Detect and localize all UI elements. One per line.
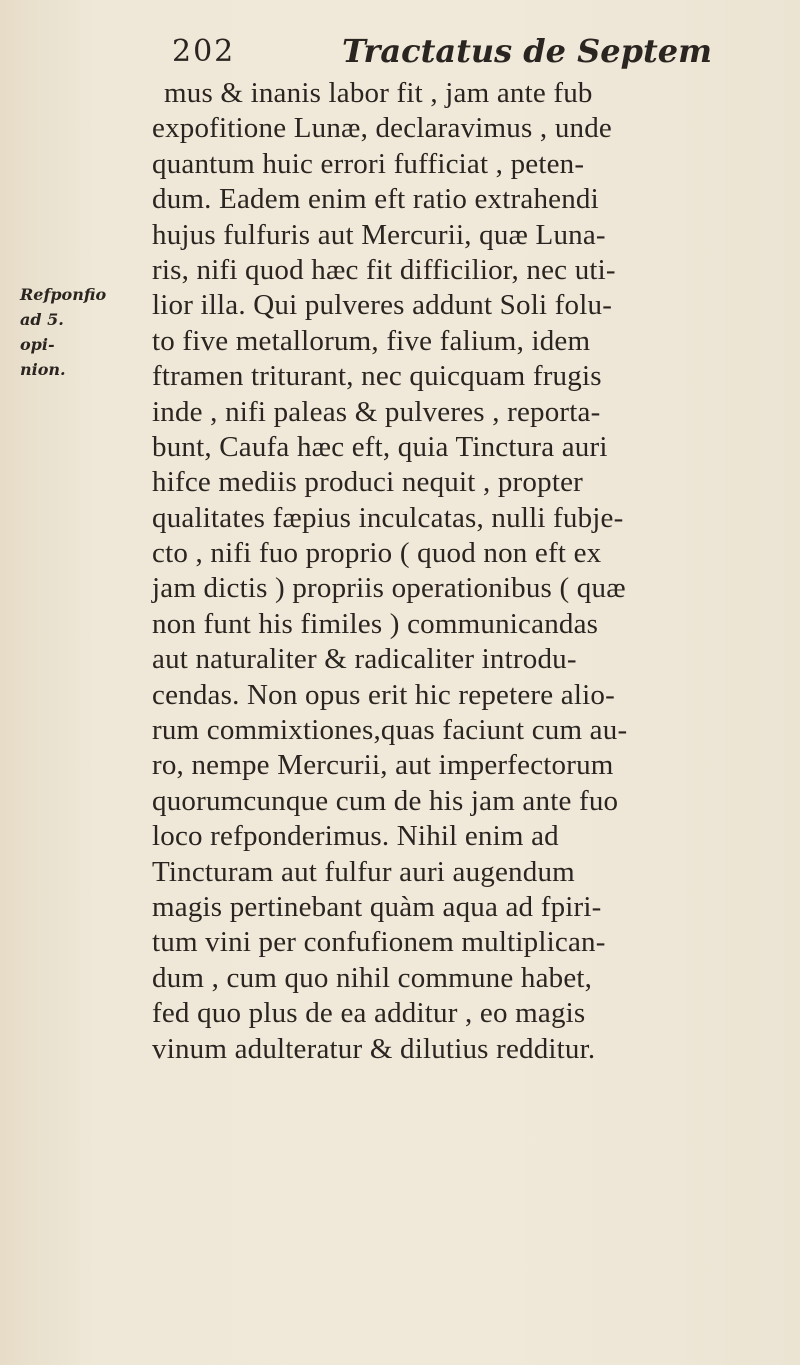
text-line: tum vini per confufionem multiplican-	[152, 926, 606, 959]
text-line: ris, nifi quod hæc fit difficilior, nec uti-	[152, 253, 616, 286]
text-line: bunt, Caufa hæc eft, quia Tinctura auri	[152, 430, 608, 463]
text-line: rum commixtiones,quas faciunt cum au-	[152, 714, 628, 747]
text-line: fed quo plus de ea additur , eo magis	[152, 997, 586, 1030]
text-line: inde , nifi paleas & pulveres , reporta-	[152, 395, 601, 428]
text-line: hujus fulfuris aut Mercurii, quæ Luna-	[152, 218, 606, 251]
text-line: aut naturaliter & radicaliter introdu-	[152, 643, 577, 676]
text-line: quorumcunque cum de his jam ante fuo	[152, 784, 619, 817]
text-line: to five metallorum, five falium, idem	[152, 324, 591, 357]
margin-note-line: ad 5. opi-	[20, 310, 64, 354]
text-line: expofitione Lunæ, declaravimus , unde	[152, 112, 613, 145]
page-header	[172, 28, 732, 76]
text-line: Tincturam aut fulfur auri augendum	[152, 855, 575, 888]
text-line: quantum huic errori fufficiat , peten-	[152, 147, 585, 180]
margin-note-line: Refponfio	[20, 285, 107, 304]
text-line: ftramen triturant, nec quicquam frugis	[152, 360, 602, 393]
text-line: lior illa. Qui pulveres addunt Soli folu-	[152, 289, 613, 322]
text-line: dum , cum quo nihil commune habet,	[152, 961, 593, 994]
body-text	[152, 76, 790, 1067]
text-line: dum. Eadem enim eft ratio extrahendi	[152, 183, 599, 216]
text-line: hifce mediis produci nequit , propter	[152, 466, 584, 499]
text-line: cto , nifi fuo proprio ( quod non eft ex	[152, 537, 602, 570]
page-number: 202	[172, 34, 236, 69]
text-line: qualitates fæpius inculcatas, nulli fubje-	[152, 501, 624, 534]
text-line: ro, nempe Mercurii, aut imperfectorum	[152, 749, 614, 782]
text-line: jam dictis ) propriis operationibus ( quæ	[152, 572, 626, 605]
margin-note-line: nion.	[20, 360, 66, 379]
text-line: vinum adulteratur & dilutius redditur.	[152, 1032, 596, 1065]
text-line: loco refponderimus. Nihil enim ad	[152, 820, 559, 853]
running-title: Tractatus de Septem	[342, 32, 712, 70]
text-line: magis pertinebant quàm aqua ad fpiri-	[152, 890, 602, 923]
text-line: non funt his fimiles ) communicandas	[152, 607, 599, 640]
margin-note	[20, 282, 107, 382]
text-line: cendas. Non opus erit hic repetere alio-	[152, 678, 615, 711]
text-line: mus & inanis labor fit , jam ante fub	[164, 77, 593, 109]
